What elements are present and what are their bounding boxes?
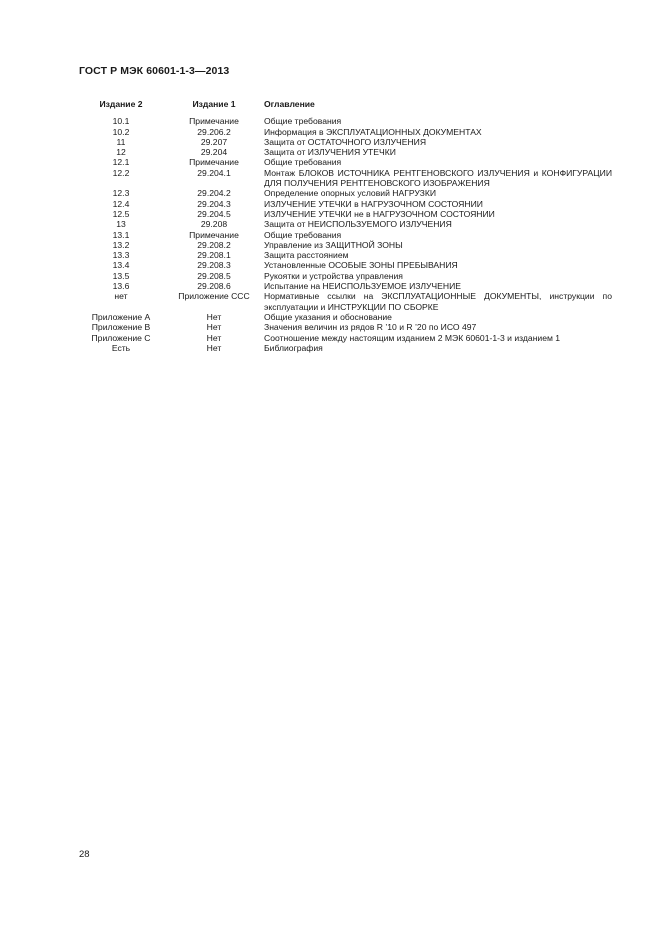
table-header-row [78,99,612,116]
table-row [78,271,612,281]
cell-edition-1: Нет [206,322,222,333]
table-row [78,250,612,260]
cell-contents-title: Общие указания и обоснование [264,311,392,322]
cell-edition-2: 12.1 [112,157,130,168]
column-header-contents: Оглавление [264,99,315,109]
cell-edition-2: 12.4 [112,198,130,209]
cell-contents-title: Нормативные ссылки на ЭКСПЛУАТАЦИОННЫЕ ДОКУМЕНТЫ, инструкции по эксплуатации и ИНСТРУКЦИИ ПО СБОРКЕ [264,291,612,312]
cell-edition-2: Есть [111,342,131,353]
cell-edition-1: 29.204.2 [197,188,231,199]
table-body [78,116,612,353]
cell-edition-2: 10.1 [112,116,130,127]
cell-contents-title: Установленные ОСОБЫЕ ЗОНЫ ПРЕБЫВАНИЯ [264,260,458,271]
page-number: 28 [79,849,90,860]
table-row [78,188,612,198]
cell-edition-2: 13.1 [112,229,130,240]
cell-edition-1: 29.204.3 [197,198,231,209]
cell-edition-1: 29.208.1 [197,250,231,261]
cell-edition-1: Примечание [189,116,239,127]
cell-edition-2: 13 [116,219,126,230]
cell-edition-1: Нет [206,332,222,343]
cell-contents-title: ИЗЛУЧЕНИЕ УТЕЧКИ не в НАГРУЗОЧНОМ СОСТОЯНИИ [264,208,495,219]
cell-edition-1: Примечание [189,157,239,168]
cell-edition-1: 29.204.1 [197,167,231,178]
table-row [78,209,612,219]
table-row [78,312,612,322]
table-row [78,127,612,137]
cell-edition-1: Приложение ССС [178,291,250,302]
cell-edition-2: 13.6 [112,281,130,292]
column-header-edition-2: Издание 2 [99,99,143,109]
cell-edition-2: Приложение С [91,332,151,343]
cell-contents-title: Библиография [264,342,323,353]
cell-edition-1: Нет [206,342,222,353]
table-row [78,219,612,229]
cell-contents-title: Защита от ИЗЛУЧЕНИЯ УТЕЧКИ [264,147,396,158]
cell-edition-2: 12 [116,147,126,158]
cell-contents-title: Общие требования [264,116,342,127]
cell-edition-1: 29.208 [200,219,228,230]
cell-edition-2: 13.2 [112,239,130,250]
cell-edition-1: Примечание [189,229,239,240]
table-row [78,147,612,157]
cell-contents-title: Управление из ЗАЩИТНОЙ ЗОНЫ [264,239,403,250]
cell-contents-title: Защита от НЕИСПОЛЬЗУЕМОГО ИЗЛУЧЕНИЯ [264,219,452,230]
cell-edition-1: 29.206.2 [197,126,231,137]
cell-edition-2: 12.3 [112,188,130,199]
cell-contents-title: Защита от ОСТАТОЧНОГО ИЗЛУЧЕНИЯ [264,136,427,147]
cell-contents-title: Информация в ЭКСПЛУАТАЦИОННЫХ ДОКУМЕНТАХ [264,126,482,137]
cell-edition-2: 13.4 [112,260,130,271]
edition-correspondence-table [78,99,612,353]
cell-edition-1: 29.204 [200,147,228,158]
cell-contents-title: Общие требования [264,229,342,240]
table-row [78,291,612,312]
cell-edition-2: нет [114,291,128,302]
cell-edition-1: 29.207 [200,136,228,147]
table-row [78,333,612,343]
table-row [78,260,612,270]
cell-contents-title: ИЗЛУЧЕНИЕ УТЕЧКИ в НАГРУЗОЧНОМ СОСТОЯНИИ [264,198,483,209]
cell-contents-title: Защита расстоянием [264,250,349,261]
table-row [78,230,612,240]
cell-edition-2: 12.5 [112,208,130,219]
cell-edition-1: 29.204.5 [197,208,231,219]
table-row [78,343,612,353]
cell-edition-2: Приложение А [91,311,151,322]
cell-edition-1: 29.208.3 [197,260,231,271]
cell-edition-2: 13.5 [112,270,130,281]
column-header-edition-1: Издание 1 [192,99,236,109]
cell-edition-2: 13.3 [112,250,130,261]
cell-contents-title: Соотношение между настоящим изданием 2 МЭК 60601-1-3 и изданием 1 [264,332,561,343]
cell-edition-1: 29.208.6 [197,281,231,292]
cell-edition-1: Нет [206,311,222,322]
cell-edition-1: 29.208.5 [197,270,231,281]
cell-edition-2: 11 [116,136,126,147]
table-row [78,168,612,189]
cell-edition-2: 12.2 [112,167,130,178]
cell-contents-title: Определение опорных условий НАГРУЗКИ [264,188,437,199]
table-row [78,157,612,167]
cell-edition-1: 29.208.2 [197,239,231,250]
table-row [78,199,612,209]
cell-contents-title: Испытание на НЕИСПОЛЬЗУЕМОЕ ИЗЛУЧЕНИЕ [264,281,462,292]
table-row [78,322,612,332]
cell-contents-title: Значения величин из рядов R ’10 и R ’20 по ИСО 497 [264,322,477,333]
cell-contents-title: Рукоятки и устройства управления [264,270,403,281]
table-row [78,240,612,250]
table-row [78,137,612,147]
cell-contents-title: Общие требования [264,157,342,168]
cell-contents-title: Монтаж БЛОКОВ ИСТОЧНИКА РЕНТГЕНОВСКОГО ИЗЛУЧЕНИЯ и КОНФИГУРАЦИИ ДЛЯ ПОЛУЧЕНИЯ РЕНТГЕНОВСКОГО ИЗОБРАЖЕНИЯ [264,167,612,189]
table-row [78,281,612,291]
document-header: ГОСТ Р МЭК 60601-1-3—2013 [79,65,230,77]
cell-edition-2: Приложение В [91,322,151,333]
table-row [78,116,612,126]
cell-edition-2: 10.2 [112,126,130,137]
